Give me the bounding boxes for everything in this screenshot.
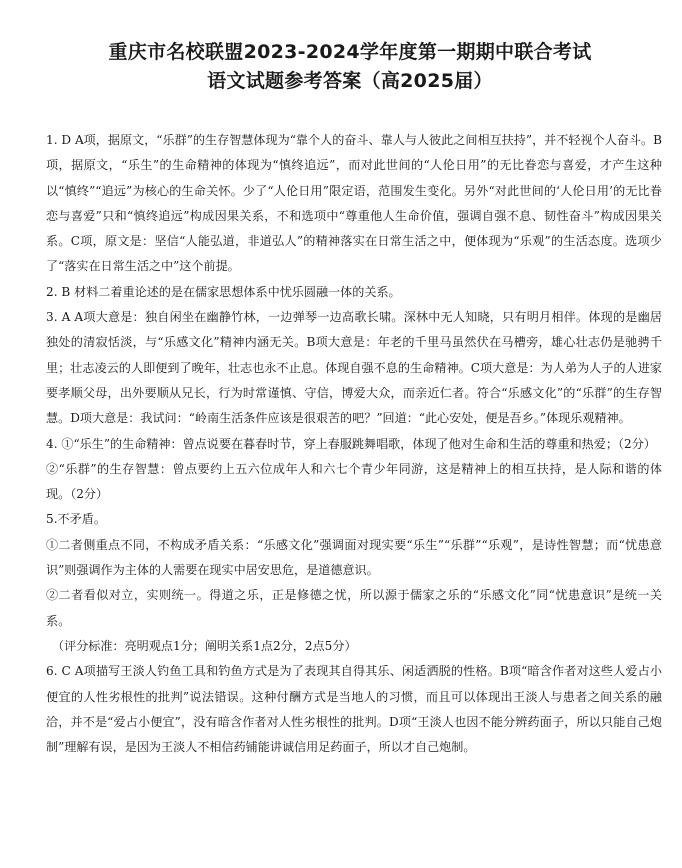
answers-body [46,128,662,760]
document-title [46,38,662,96]
answer-6: 6. C A项描写王淡人钓鱼工具和钓鱼方式是为了表现其自得其乐、闲适洒脱的性格。B项“暗含作者对这些人爱占小便宜的人性劣根性的批判”说法错误。这种付酬方式是当地人的习惯，而且可以体现出王淡人与患者之间关系的融洽，并不是“爱占小便宜”，没有暗含作者对人性劣根性的批判。D项“王淡人也因不能分辨药面子，所以只能自己炮制”理解有误，是因为王淡人不相信药铺能讲诚信用足药面子，所以才自己炮制。 [46,664,662,755]
answer-5-point-1: ①二者侧重点不同，不构成矛盾关系：“乐感文化”强调面对现实要“乐生”“乐群”“乐观”，是诗性智慧；而“忧患意识”则强调作为主体的人需要在现实中居安思危，是道德意识。 [46,537,662,578]
answer-3: 3. A A项大意是：独自闲坐在幽静竹林，一边弹琴一边高歌长啸。深林中无人知晓，只有明月相伴。体现的是幽居独处的清寂恬淡，与“乐感文化”精神内涵无关。B项大意是：年老的千里马虽然伏在马槽旁，雄心壮志仍是驰骋千里；壮志凌云的人即便到了晚年，壮志也永不止息。体现自强不息的生命精神。C项大意是：为人弟为人子的人进家要孝顺父母，出外要顺从兄长，行为时常谨慎、守信，博爱大众，而亲近仁者。符合“乐感文化”的“乐群”的生存智慧。D项大意是：我试问：“岭南生活条件应该是很艰苦的吧？”回道：“此心安处，便是吾乡。”体现乐观精神。 [46,310,662,426]
answer-4-point-1: 4. ①“乐生”的生命精神：曾点说要在暮春时节，穿上春服跳舞唱歌，体现了他对生命和生活的尊重和热爱；（2分） [46,436,656,451]
answer-2: 2. B 材料二着重论述的是在儒家思想体系中忧乐圆融一体的关系。 [46,284,401,299]
answer-5: 5.不矛盾。 [46,512,106,527]
answer-4-point-2: ②“乐群”的生存智慧：曾点要约上五六位成年人和六七个青少年同游，这是精神上的相互扶持，是人际和谐的体现。（2分） [46,461,662,502]
answer-5-point-2: ②二者看似对立，实则统一。得道之乐，正是修德之忧，所以源于儒家之乐的“乐感文化”同“忧患意识”是统一关系。 [46,588,662,628]
title-line-2: 语文试题参考答案（高2025届） [207,70,493,92]
scoring-criteria: （评分标准：亮明观点1分；阐明关系1点2分，2点5分） [52,638,357,653]
title-line-1: 重庆市名校联盟2023-2024学年度第一期期中联合考试 [108,41,592,63]
answer-1: 1. D A项，据原文，“乐群”的生存智慧体现为“靠个人的奋斗、靠人与人彼此之间相互扶持”，并不轻视个人奋斗。B项，据原文，“乐生”的生命精神的体现为“慎终追远”，而对此世间的“人伦日用”的无比眷恋与喜爱，才产生这种以“慎终”“追远”为核心的生命关怀。少了“人伦日用”限定语，范围发生变化。另外“对此世间的‘人伦日用’的无比眷恋与喜爱”只和“慎终追远”构成因果关系，不和选项中“尊重他人生命价值，强调自强不息、韧性奋斗”构成因果关系。C项，原文是：坚信“人能弘道，非道弘人”的精神落实在日常生活之中，便体现为“乐观”的生活态度。选项少了“落实在日常生活之中”这个前提。 [46,133,662,274]
